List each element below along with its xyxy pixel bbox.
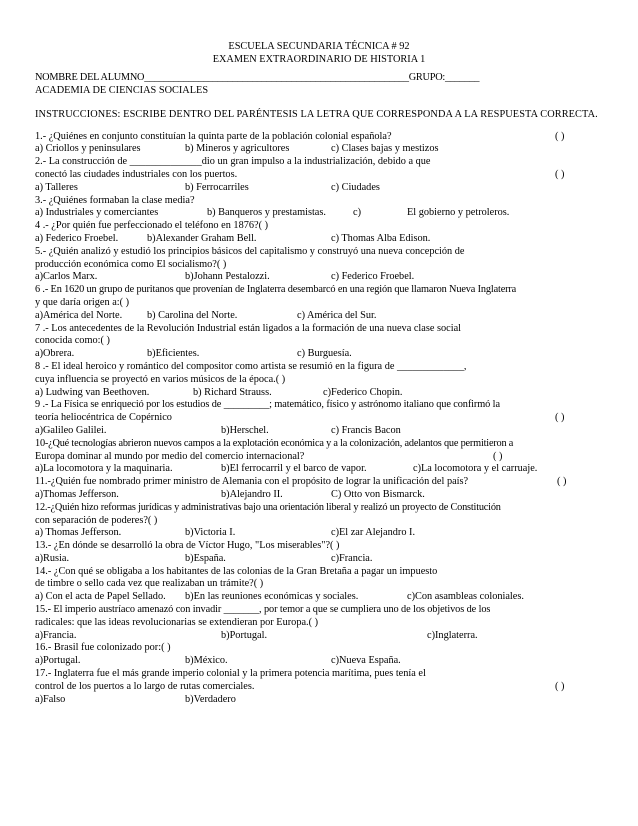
answer-parenthesis-10[interactable]: ( ) — [493, 450, 503, 462]
options-11 — [35, 489, 603, 502]
instructions: INSTRUCCIONES: ESCRIBE DENTRO DEL PARÉNTESIS LA LETRA QUE CORRESPONDA A LA RESPUESTA CORRECTA. — [35, 108, 598, 120]
question-17-line-1: 17.- Inglaterra fue el más grande imperio colonial y la primera potencia marítima, pues tenía el — [35, 668, 426, 680]
options-8 — [35, 387, 603, 400]
option-17b: b)Verdadero — [185, 693, 236, 705]
options-16 — [35, 655, 603, 668]
option-9c: c) Francis Bacon — [331, 424, 401, 436]
option-7c: c) Burguesía. — [297, 348, 352, 360]
option-13b: b)España. — [185, 552, 226, 564]
student-name-line: NOMBRE DEL ALUMNO______________________________________________________GRUPO:_______ — [35, 72, 480, 83]
answer-parenthesis-9[interactable]: ( ) — [555, 412, 565, 424]
question-14-line-2: de timbre o sello cada vez que realizaban un trámite?( ) — [35, 578, 264, 590]
question-12-line-1: 12.-¿Quién hizo reformas jurídicas y administrativas bajo una orientación liberal y realizó un proyecto de Constitución — [35, 501, 501, 513]
answer-parenthesis-2[interactable]: ( ) — [555, 168, 565, 180]
school-title: ESCUELA SECUNDARIA TÉCNICA # 92 — [228, 41, 410, 52]
option-4b: b)Alexander Graham Bell. — [147, 232, 257, 244]
question-17-text: control de los puertos a lo largo de rutas comerciales. — [35, 680, 255, 692]
question-11-text: 11.-¿Quién fue nombrado primer ministro de Alemania con el propósito de lograr la unificación del país? — [35, 476, 469, 488]
option-15b: b)Portugal. — [221, 629, 268, 641]
question-8-line-2: cuya influencia se proyectó en varios músicos de la época.( ) — [35, 373, 286, 385]
question-13: 13.- ¿En dónde se desarrolló la obra de Víctor Hugo, "Los miserables"?( ) — [35, 540, 340, 552]
options-10 — [35, 463, 603, 476]
option-8c: c)Federico Chopin. — [323, 386, 403, 398]
question-15-line-2: radicales: que las ideas revolucionarias se extendieran por Europa.( ) — [35, 616, 319, 628]
option-1c: c) Clases bajas y mestizos — [331, 143, 439, 155]
options-17 — [35, 694, 603, 707]
option-15c: c)Inglaterra. — [427, 629, 478, 641]
option-9a: a)Galileo Galilei. — [35, 424, 107, 436]
answer-parenthesis-11[interactable]: ( ) — [557, 476, 567, 488]
question-10-line-2 — [35, 451, 603, 464]
option-16c: c)Nueva España. — [331, 655, 401, 667]
option-10c: c)La locomotora y el carruaje. — [413, 463, 538, 475]
answer-parenthesis-17[interactable]: ( ) — [555, 680, 565, 692]
question-10-text: Europa dominar al mundo por medio del comercio internacional? — [35, 450, 305, 462]
options-12 — [35, 527, 603, 540]
option-2b: b) Ferrocarriles — [185, 181, 249, 193]
option-4c: c) Thomas Alba Edison. — [331, 232, 431, 244]
option-13c: c)Francia. — [331, 552, 373, 564]
options-13 — [35, 553, 603, 566]
option-17a: a)Falso — [35, 693, 66, 705]
option-7a: a)Obrera. — [35, 348, 75, 360]
option-5b: b)Johann Pestalozzi. — [185, 271, 270, 283]
option-16b: b)México. — [185, 655, 228, 667]
exam-page — [35, 40, 603, 706]
options-9 — [35, 425, 603, 438]
question-9-text: teoría heliocéntrica de Copérnico — [35, 412, 172, 424]
option-14a: a) Con el acta de Papel Sellado. — [35, 591, 166, 603]
question-3: 3.- ¿Quiénes formaban la clase media? — [35, 194, 195, 206]
option-4a: a) Federico Froebel. — [35, 232, 119, 244]
options-3 — [35, 207, 603, 220]
question-9-line-2 — [35, 412, 603, 425]
option-8b: b) Richard Strauss. — [193, 386, 272, 398]
options-1 — [35, 143, 603, 156]
question-1-text: 1.- ¿Quiénes en conjunto constituían la quinta parte de la población colonial española? — [35, 130, 392, 142]
option-10b: b)El ferrocarril y el barco de vapor. — [221, 463, 367, 475]
option-6a: a)América del Norte. — [35, 309, 123, 321]
question-16: 16.- Brasil fue colonizado por:( ) — [35, 642, 171, 654]
option-3c-letter: c) — [353, 207, 361, 219]
question-4: 4 .- ¿Por quién fue perfeccionado el teléfono en 1876?( ) — [35, 220, 269, 232]
question-5-line-1: 5.- ¿Quién analizó y estudió los principios básicos del capitalismo y construyó una nueva concepción de — [35, 245, 465, 257]
option-11c: C) Otto von Bismarck. — [331, 488, 425, 500]
option-3b: b) Banqueros y prestamistas. — [207, 207, 326, 219]
question-7-line-1: 7 .- Los antecedentes de la Revolución Industrial están ligados a la formación de una nueva clase social — [35, 322, 462, 334]
option-11a: a)Thomas Jefferson. — [35, 488, 119, 500]
options-4 — [35, 233, 603, 246]
question-11 — [35, 476, 603, 489]
question-2-line-2 — [35, 169, 603, 182]
option-6b: b) Carolina del Norte. — [147, 309, 238, 321]
options-14 — [35, 591, 603, 604]
option-6c: c) América del Sur. — [297, 309, 377, 321]
question-14-line-1: 14.- ¿Con qué se obligaba a los habitantes de las colonias de la Gran Bretaña a pagar un impuesto — [35, 565, 438, 577]
options-6 — [35, 310, 603, 323]
question-7-line-2: conocida como:( ) — [35, 335, 110, 347]
question-2-text: conectó las ciudades industriales con los puertos. — [35, 168, 238, 180]
options-15 — [35, 630, 603, 643]
question-9-line-1: 9 .- La Física se enriqueció por los estudios de _________; matemático, físico y astrónomo italiano que confirmó la — [35, 399, 500, 411]
question-6-line-2: y que daría origen a:( ) — [35, 296, 130, 308]
options-7 — [35, 348, 603, 361]
question-2-line-1: 2.- La construcción de ______________dio un gran impulso a la industrialización, debido a que — [35, 156, 431, 168]
question-8-line-1: 8 .- El ideal heroico y romántico del compositor como artista se resumió en la figura de _____________, — [35, 360, 467, 372]
option-10a: a)La locomotora y la maquinaria. — [35, 463, 173, 475]
exam-title: EXAMEN EXTRAORDINARIO DE HISTORIA 1 — [212, 54, 426, 65]
options-2 — [35, 182, 603, 195]
academy-line: ACADEMIA DE CIENCIAS SOCIALES — [35, 84, 209, 96]
option-3c: El gobierno y petroleros. — [407, 207, 510, 219]
question-17-line-2 — [35, 681, 603, 694]
option-1b: b) Mineros y agricultores — [185, 143, 290, 155]
option-13a: a)Rusia. — [35, 552, 70, 564]
option-5c: c) Federico Froebel. — [331, 271, 415, 283]
option-9b: b)Herschel. — [221, 424, 269, 436]
option-8a: a) Ludwing van Beethoven. — [35, 386, 150, 398]
option-2a: a) Talleres — [35, 181, 78, 193]
question-6-line-1: 6 .- En 1620 un grupo de puritanos que provenían de Inglaterra desembarcó en una región que llamaron Nueva Inglaterra — [35, 284, 517, 296]
question-1 — [35, 131, 603, 144]
options-5 — [35, 271, 603, 284]
option-7b: b)Eficientes. — [147, 348, 200, 360]
option-2c: c) Ciudades — [331, 181, 380, 193]
question-5-line-2: producción económica como El socialismo?( ) — [35, 258, 227, 270]
option-14b: b)En las reuniones económicas y sociales. — [185, 591, 359, 603]
option-12c: c)El zar Alejandro I. — [331, 527, 416, 539]
answer-parenthesis-1[interactable]: ( ) — [555, 130, 565, 142]
question-12-line-2: con separación de poderes?( ) — [35, 514, 158, 526]
option-15a: a)Francia. — [35, 629, 77, 641]
question-15-line-1: 15.- El imperio austríaco amenazó con invadir _______, por temor a que se cumpliera uno de los objetivos de los — [35, 604, 491, 616]
option-1a: a) Criollos y peninsulares — [35, 143, 141, 155]
option-16a: a)Portugal. — [35, 655, 81, 667]
option-12b: b)Victoria I. — [185, 527, 236, 539]
question-10-line-1: 10-¿Qué tecnologías abrieron nuevos campos a la explotación económica y a la colonización, adelantos que permitieron a — [35, 437, 514, 449]
option-14c: c)Con asambleas coloniales. — [407, 591, 524, 603]
option-5a: a)Carlos Marx. — [35, 271, 98, 283]
option-12a: a) Thomas Jefferson. — [35, 527, 122, 539]
option-11b: b)Alejandro II. — [221, 488, 283, 500]
option-3a: a) Industriales y comerciantes — [35, 207, 159, 219]
